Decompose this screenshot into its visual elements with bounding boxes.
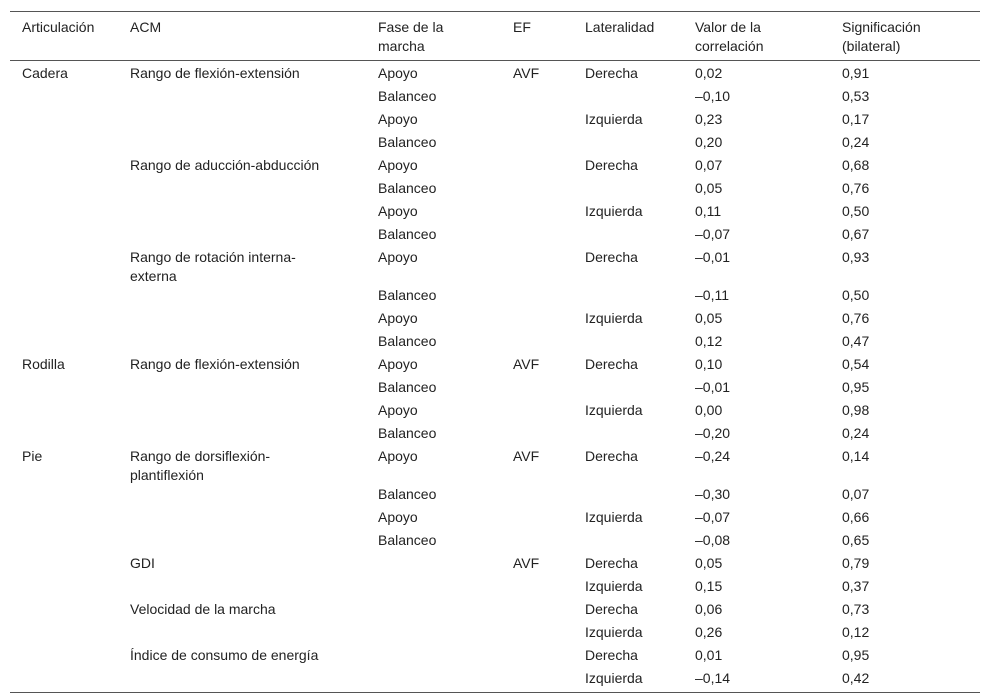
cell-lateralidad: Derecha bbox=[585, 601, 638, 617]
cell-acm: Índice de consumo de energía bbox=[130, 647, 319, 663]
header-ef: EF bbox=[513, 19, 531, 35]
cell-ef bbox=[501, 179, 573, 202]
cell-lateralidad: Izquierda bbox=[585, 624, 643, 640]
cell-acm bbox=[118, 309, 366, 332]
cell-acm: Rango de flexión-extensión bbox=[130, 65, 300, 81]
table-row bbox=[10, 309, 980, 332]
cell-fase: Balanceo bbox=[378, 425, 437, 441]
cell-significacion: 0,76 bbox=[842, 180, 870, 196]
cell-valor: 0,05 bbox=[695, 555, 723, 571]
cell-significacion: 0,17 bbox=[842, 111, 870, 127]
table-row bbox=[10, 202, 980, 225]
cell-lateralidad: Derecha bbox=[585, 65, 638, 81]
header-fase: Fase de la marcha bbox=[378, 19, 444, 54]
cell-articulacion bbox=[10, 156, 118, 179]
cell-fase: Apoyo bbox=[378, 402, 418, 418]
cell-acm bbox=[118, 133, 366, 156]
header-lateralidad: Lateralidad bbox=[585, 19, 655, 35]
cell-articulacion bbox=[10, 248, 118, 286]
cell-articulacion: Rodilla bbox=[22, 356, 65, 372]
table-row bbox=[10, 179, 980, 202]
table-row bbox=[10, 332, 980, 355]
cell-acm: Rango de rotación interna-externa bbox=[130, 249, 296, 284]
cell-acm bbox=[118, 202, 366, 225]
table-body bbox=[10, 61, 980, 693]
cell-fase: Apoyo bbox=[378, 448, 418, 464]
cell-valor: –0,07 bbox=[695, 226, 731, 242]
cell-articulacion bbox=[10, 133, 118, 156]
cell-fase: Balanceo bbox=[378, 88, 437, 104]
cell-acm: GDI bbox=[130, 555, 155, 571]
cell-fase: Balanceo bbox=[378, 486, 437, 502]
cell-ef bbox=[501, 225, 573, 248]
cell-valor: 0,05 bbox=[695, 180, 723, 196]
cell-valor: 0,12 bbox=[695, 333, 723, 349]
cell-lateralidad: Izquierda bbox=[585, 111, 643, 127]
cell-articulacion: Pie bbox=[22, 448, 43, 464]
cell-acm bbox=[118, 577, 366, 600]
cell-valor: –0,30 bbox=[695, 486, 731, 502]
cell-acm: Rango de aducción-abducción bbox=[130, 157, 320, 173]
cell-valor: –0,20 bbox=[695, 425, 731, 441]
cell-ef bbox=[501, 531, 573, 554]
cell-significacion: 0,95 bbox=[842, 647, 870, 663]
cell-fase: Apoyo bbox=[378, 509, 418, 525]
cell-lateralidad bbox=[573, 378, 683, 401]
cell-ef bbox=[501, 309, 573, 332]
table-row bbox=[10, 87, 980, 110]
cell-valor: 0,07 bbox=[695, 157, 723, 173]
table-row bbox=[10, 156, 980, 179]
cell-ef bbox=[501, 600, 573, 623]
cell-articulacion bbox=[10, 179, 118, 202]
cell-significacion: 0,98 bbox=[842, 402, 870, 418]
cell-ef bbox=[501, 156, 573, 179]
cell-valor: 0,26 bbox=[695, 624, 723, 640]
cell-articulacion: Cadera bbox=[22, 65, 68, 81]
table-row bbox=[10, 401, 980, 424]
table-row bbox=[10, 378, 980, 401]
cell-lateralidad: Derecha bbox=[585, 647, 638, 663]
cell-articulacion bbox=[10, 202, 118, 225]
table-row bbox=[10, 485, 980, 508]
cell-articulacion bbox=[10, 225, 118, 248]
cell-ef bbox=[501, 248, 573, 286]
cell-acm bbox=[118, 110, 366, 133]
cell-fase: Apoyo bbox=[378, 157, 418, 173]
table-row bbox=[10, 286, 980, 309]
cell-fase: Balanceo bbox=[378, 287, 437, 303]
cell-articulacion bbox=[10, 600, 118, 623]
cell-valor: 0,11 bbox=[695, 203, 722, 219]
cell-articulacion bbox=[10, 554, 118, 577]
cell-ef bbox=[501, 378, 573, 401]
table-row bbox=[10, 424, 980, 447]
cell-lateralidad: Izquierda bbox=[585, 670, 643, 686]
cell-ef bbox=[501, 332, 573, 355]
cell-lateralidad: Derecha bbox=[585, 249, 638, 265]
correlation-table-container bbox=[10, 11, 980, 693]
cell-fase: Apoyo bbox=[378, 310, 418, 326]
cell-articulacion bbox=[10, 623, 118, 646]
cell-acm bbox=[118, 531, 366, 554]
cell-valor: 0,23 bbox=[695, 111, 723, 127]
cell-fase: Apoyo bbox=[378, 249, 418, 265]
cell-fase: Apoyo bbox=[378, 111, 418, 127]
cell-acm bbox=[118, 87, 366, 110]
cell-lateralidad bbox=[573, 225, 683, 248]
cell-lateralidad: Derecha bbox=[585, 555, 638, 571]
cell-significacion: 0,65 bbox=[842, 532, 870, 548]
cell-valor: –0,01 bbox=[695, 379, 731, 395]
cell-significacion: 0,66 bbox=[842, 509, 870, 525]
cell-significacion: 0,73 bbox=[842, 601, 870, 617]
cell-articulacion bbox=[10, 332, 118, 355]
cell-lateralidad bbox=[573, 424, 683, 447]
cell-significacion: 0,14 bbox=[842, 448, 870, 464]
cell-valor: –0,14 bbox=[695, 670, 731, 686]
cell-lateralidad bbox=[573, 179, 683, 202]
cell-articulacion bbox=[10, 378, 118, 401]
cell-articulacion bbox=[10, 508, 118, 531]
cell-acm bbox=[118, 401, 366, 424]
cell-lateralidad bbox=[573, 133, 683, 156]
cell-significacion: 0,37 bbox=[842, 578, 870, 594]
cell-fase: Balanceo bbox=[378, 333, 437, 349]
cell-lateralidad bbox=[573, 286, 683, 309]
cell-significacion: 0,79 bbox=[842, 555, 870, 571]
cell-valor: 0,06 bbox=[695, 601, 723, 617]
cell-valor: –0,07 bbox=[695, 509, 731, 525]
cell-valor: 0,01 bbox=[695, 647, 723, 663]
cell-significacion: 0,24 bbox=[842, 425, 870, 441]
cell-fase: Apoyo bbox=[378, 356, 418, 372]
table-row bbox=[10, 355, 980, 378]
cell-acm: Velocidad de la marcha bbox=[130, 601, 276, 617]
cell-acm: Rango de flexión-extensión bbox=[130, 356, 300, 372]
cell-ef bbox=[501, 110, 573, 133]
cell-fase: Balanceo bbox=[378, 180, 437, 196]
cell-fase bbox=[366, 623, 501, 646]
cell-ef bbox=[501, 133, 573, 156]
cell-fase bbox=[366, 646, 501, 669]
table-row bbox=[10, 225, 980, 248]
cell-lateralidad: Izquierda bbox=[585, 402, 643, 418]
table-row bbox=[10, 447, 980, 485]
cell-acm bbox=[118, 225, 366, 248]
cell-significacion: 0,67 bbox=[842, 226, 870, 242]
cell-valor: 0,05 bbox=[695, 310, 723, 326]
cell-lateralidad: Izquierda bbox=[585, 509, 643, 525]
cell-articulacion bbox=[10, 309, 118, 332]
cell-significacion: 0,95 bbox=[842, 379, 870, 395]
cell-valor: –0,08 bbox=[695, 532, 731, 548]
cell-ef bbox=[501, 646, 573, 669]
cell-fase: Apoyo bbox=[378, 203, 418, 219]
cell-fase: Balanceo bbox=[378, 226, 437, 242]
table-row bbox=[10, 531, 980, 554]
header-articulacion: Articulación bbox=[22, 19, 95, 35]
cell-ef bbox=[501, 401, 573, 424]
cell-lateralidad: Izquierda bbox=[585, 203, 643, 219]
cell-acm bbox=[118, 623, 366, 646]
cell-articulacion bbox=[10, 646, 118, 669]
cell-lateralidad bbox=[573, 87, 683, 110]
cell-articulacion bbox=[10, 401, 118, 424]
cell-ef: AVF bbox=[513, 356, 540, 372]
cell-significacion: 0,54 bbox=[842, 356, 870, 372]
cell-significacion: 0,91 bbox=[842, 65, 870, 81]
cell-significacion: 0,50 bbox=[842, 287, 870, 303]
table-row bbox=[10, 508, 980, 531]
table-row bbox=[10, 600, 980, 623]
cell-valor: –0,01 bbox=[695, 249, 731, 265]
table-row bbox=[10, 61, 980, 88]
cell-valor: 0,10 bbox=[695, 356, 723, 372]
cell-fase bbox=[366, 577, 501, 600]
cell-acm bbox=[118, 424, 366, 447]
cell-ef: AVF bbox=[513, 65, 540, 81]
cell-significacion: 0,12 bbox=[842, 624, 870, 640]
cell-valor: 0,15 bbox=[695, 578, 723, 594]
cell-lateralidad: Derecha bbox=[585, 356, 638, 372]
cell-lateralidad bbox=[573, 485, 683, 508]
cell-ef bbox=[501, 508, 573, 531]
cell-ef bbox=[501, 485, 573, 508]
correlation-table bbox=[10, 11, 980, 693]
cell-articulacion bbox=[10, 424, 118, 447]
cell-acm bbox=[118, 378, 366, 401]
cell-fase: Balanceo bbox=[378, 134, 437, 150]
cell-lateralidad: Derecha bbox=[585, 157, 638, 173]
cell-significacion: 0,07 bbox=[842, 486, 870, 502]
table-row bbox=[10, 623, 980, 646]
cell-acm bbox=[118, 179, 366, 202]
cell-valor: –0,10 bbox=[695, 88, 731, 104]
cell-acm bbox=[118, 286, 366, 309]
cell-significacion: 0,93 bbox=[842, 249, 870, 265]
cell-articulacion bbox=[10, 531, 118, 554]
cell-acm bbox=[118, 485, 366, 508]
cell-articulacion bbox=[10, 577, 118, 600]
cell-fase: Balanceo bbox=[378, 532, 437, 548]
cell-ef bbox=[501, 623, 573, 646]
cell-lateralidad bbox=[573, 332, 683, 355]
cell-ef: AVF bbox=[513, 448, 540, 464]
cell-valor: 0,00 bbox=[695, 402, 723, 418]
cell-fase bbox=[366, 554, 501, 577]
cell-ef bbox=[501, 202, 573, 225]
cell-valor: 0,20 bbox=[695, 134, 723, 150]
table-row bbox=[10, 133, 980, 156]
table-row bbox=[10, 554, 980, 577]
cell-significacion: 0,47 bbox=[842, 333, 870, 349]
cell-articulacion bbox=[10, 485, 118, 508]
table-row bbox=[10, 248, 980, 286]
cell-acm bbox=[118, 332, 366, 355]
cell-significacion: 0,42 bbox=[842, 670, 870, 686]
cell-significacion: 0,50 bbox=[842, 203, 870, 219]
cell-valor: –0,24 bbox=[695, 448, 731, 464]
cell-ef bbox=[501, 87, 573, 110]
table-row bbox=[10, 577, 980, 600]
cell-ef bbox=[501, 286, 573, 309]
cell-ef bbox=[501, 577, 573, 600]
header-acm: ACM bbox=[130, 19, 162, 35]
cell-ef: AVF bbox=[513, 555, 540, 571]
cell-fase bbox=[366, 600, 501, 623]
table-row bbox=[10, 110, 980, 133]
cell-acm: Rango de dorsiflexión-plantiflexión bbox=[130, 448, 271, 483]
cell-fase: Apoyo bbox=[378, 65, 418, 81]
cell-lateralidad bbox=[573, 531, 683, 554]
header-row bbox=[10, 12, 980, 61]
header-valor: Valor de la correlación bbox=[695, 19, 764, 54]
cell-significacion: 0,76 bbox=[842, 310, 870, 326]
cell-significacion: 0,24 bbox=[842, 134, 870, 150]
cell-lateralidad: Izquierda bbox=[585, 310, 643, 326]
cell-articulacion bbox=[10, 286, 118, 309]
cell-fase: Balanceo bbox=[378, 379, 437, 395]
header-significacion: Significación (bilateral) bbox=[842, 19, 921, 54]
cell-ef bbox=[501, 424, 573, 447]
cell-lateralidad: Izquierda bbox=[585, 578, 643, 594]
cell-articulacion bbox=[10, 87, 118, 110]
cell-valor: –0,11 bbox=[695, 287, 729, 303]
cell-lateralidad: Derecha bbox=[585, 448, 638, 464]
cell-significacion: 0,68 bbox=[842, 157, 870, 173]
cell-acm bbox=[118, 508, 366, 531]
cell-significacion: 0,53 bbox=[842, 88, 870, 104]
table-row bbox=[10, 646, 980, 669]
cell-articulacion bbox=[10, 110, 118, 133]
cell-valor: 0,02 bbox=[695, 65, 723, 81]
